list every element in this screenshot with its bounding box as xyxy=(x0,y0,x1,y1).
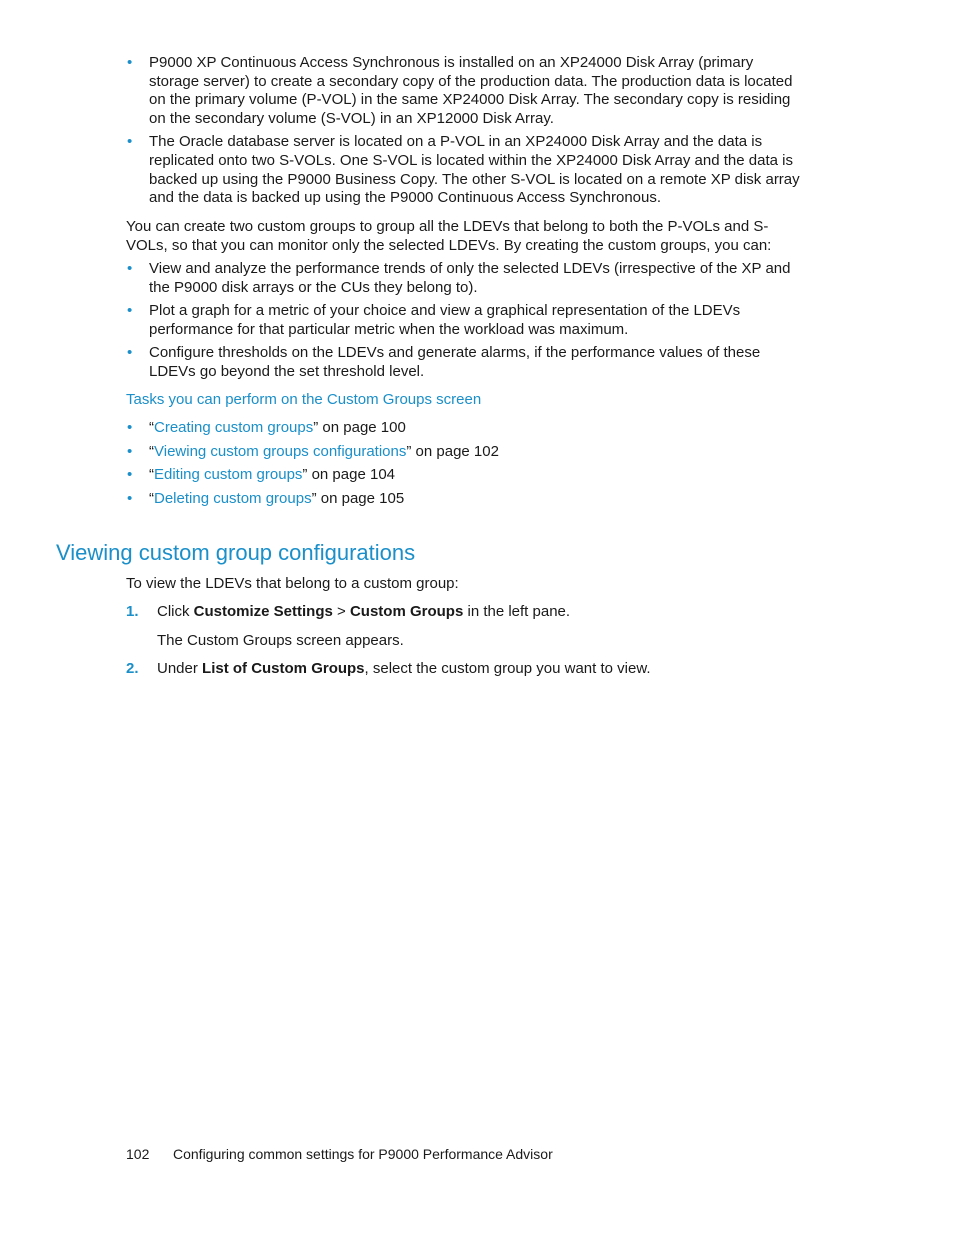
task-links-list xyxy=(126,419,806,513)
list-item: • “Editing custom groups” on page 104 xyxy=(127,466,395,484)
bullet-text: P9000 XP Continuous Access Synchronous is installed on an XP24000 Disk Array (primary storage server) to create a secondary copy of the production data. The production data is located on the primary volume (P-VOL) in the same XP24000 Disk Array. The secondary copy is residing on the secondary volume (S-VOL) in an XP12000 Disk Array. xyxy=(149,54,793,127)
bullet-icon: • xyxy=(127,133,133,151)
page-footer xyxy=(126,1145,553,1164)
bullet-icon: • xyxy=(127,489,133,507)
scenario-bullet-list xyxy=(126,54,806,213)
editing-custom-groups-link[interactable]: Editing custom groups xyxy=(154,466,303,484)
tasks-section-link[interactable]: Tasks you can perform on the Custom Groups screen xyxy=(126,391,482,408)
list-item xyxy=(126,302,806,339)
creating-custom-groups-link[interactable]: Creating custom groups xyxy=(154,419,314,436)
bullet-text: Configure thresholds on the LDEVs and generate alarms, if the performance values of these LDEVs go beyond the set threshold level. xyxy=(149,344,761,380)
bullet-icon: • xyxy=(127,419,133,436)
list-item: • “Creating custom groups” on page 100 xyxy=(127,419,406,436)
viewing-custom-groups-link[interactable]: Viewing custom groups configurations xyxy=(154,442,407,460)
section-intro: To view the LDEVs that belong to a custom group: xyxy=(126,575,459,592)
step-item: 2. Under List of Custom Groups, select the custom group you want to view. xyxy=(126,660,651,678)
bullet-icon: • xyxy=(127,466,133,484)
step-number: 2. xyxy=(126,660,139,678)
menu-path-customize-settings: Customize Settings xyxy=(193,603,333,620)
page-number: 102 xyxy=(126,1146,150,1162)
step-number: 1. xyxy=(126,603,139,620)
section-heading: Viewing custom group configurations xyxy=(56,540,416,565)
ui-label-list-of-custom-groups: List of Custom Groups xyxy=(202,660,365,678)
intro-paragraph: You can create two custom groups to group all the LDEVs that belong to both the P-VOLs and S-VOLs, so that you can monitor only the selected LDEVs. By creating the custom groups, you can: xyxy=(126,218,772,254)
list-item xyxy=(126,260,806,297)
list-item xyxy=(126,54,806,128)
list-item xyxy=(126,133,806,207)
menu-path-custom-groups: Custom Groups xyxy=(349,603,464,620)
chapter-title: Configuring common settings for P9000 Performance Advisor xyxy=(173,1146,553,1162)
bullet-icon: • xyxy=(127,302,133,320)
bullet-icon: • xyxy=(127,442,133,460)
bullet-text: The Oracle database server is located on a P-VOL in an XP24000 Disk Array and the data is replicated onto two S-VOLs. One S-VOL is located within the XP24000 Disk Array and the data is backed up using the P9000 Business Copy. The other S-VOL is located on a remote XP disk array and the data is backed up using the P9000 Continuous Access Synchronous. xyxy=(149,133,800,207)
deleting-custom-groups-link[interactable]: Deleting custom groups xyxy=(154,489,312,507)
bullet-icon: • xyxy=(127,54,133,71)
step-item: 1. Click Customize Settings > Custom Groups in the left pane. The Custom Groups screen appears. xyxy=(126,603,806,650)
bullet-text: View and analyze the performance trends of only the selected LDEVs (irrespective of the XP and the P9000 disk arrays or the CUs they belong to). xyxy=(149,260,791,296)
bullet-icon: • xyxy=(127,260,133,277)
list-item xyxy=(126,344,806,381)
list-item: • “Viewing custom groups configurations” on page 102 xyxy=(127,442,499,460)
bullet-text: Plot a graph for a metric of your choice and view a graphical representation of the LDEVs performance for that particular metric when the workload was maximum. xyxy=(149,302,741,338)
bullet-icon: • xyxy=(127,344,133,362)
benefits-bullet-list xyxy=(126,260,806,387)
procedure-steps xyxy=(126,603,806,679)
list-item: • “Deleting custom groups” on page 105 xyxy=(127,489,405,507)
step-result: The Custom Groups screen appears. xyxy=(157,631,404,649)
